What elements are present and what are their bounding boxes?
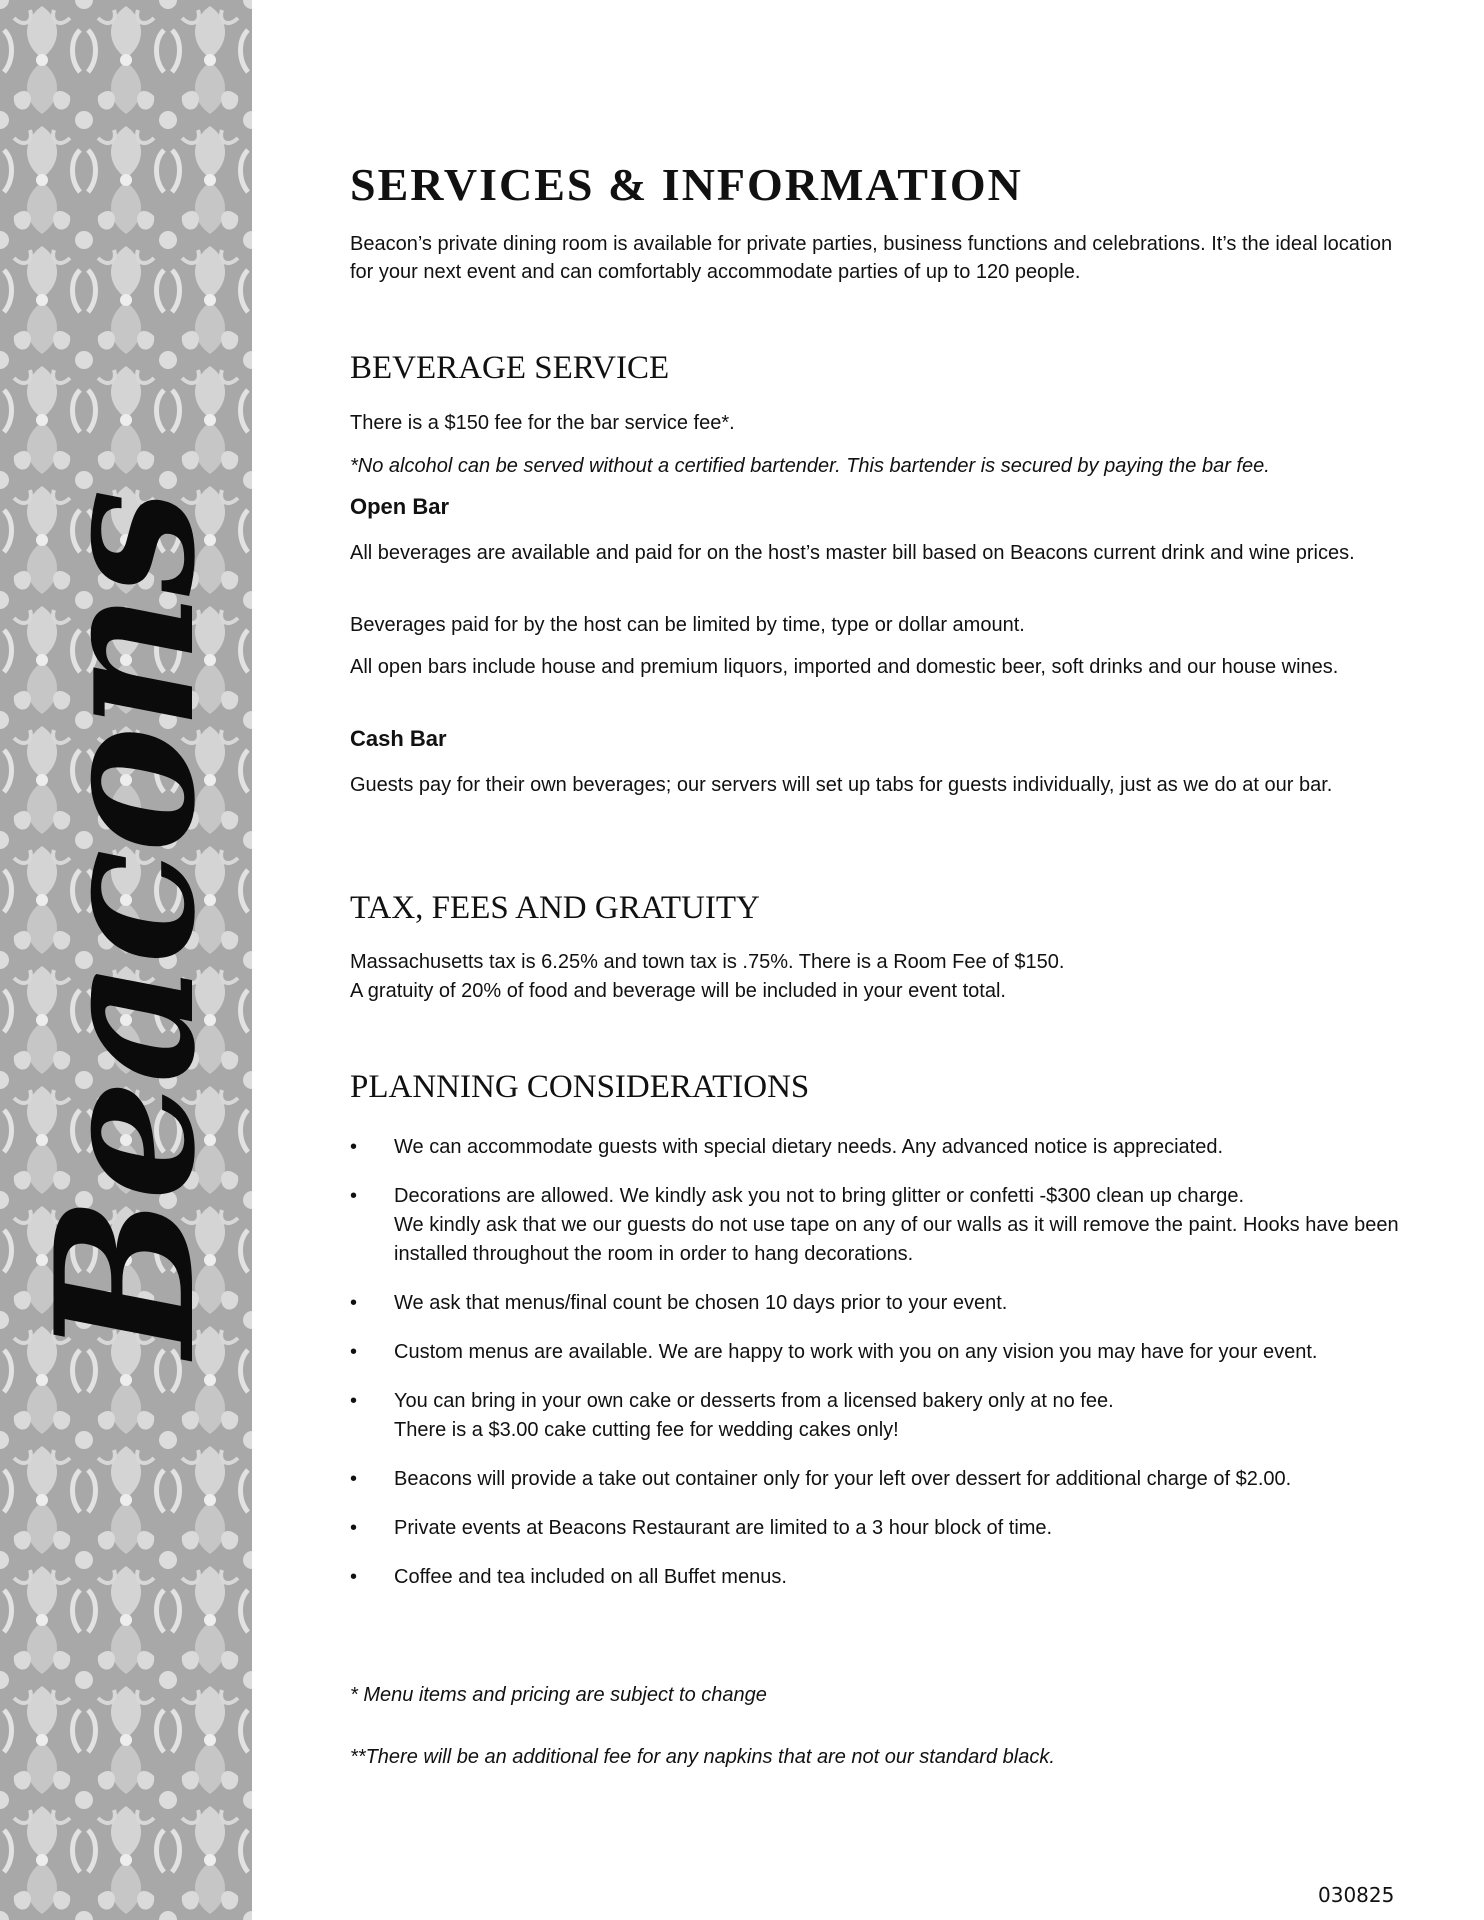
tax-text-1: Massachusetts tax is 6.25% and town tax is .75%. There is a Room Fee of $150.: [350, 951, 1065, 973]
logo: [0, 0, 252, 1920]
bullet-icon: •: [350, 1390, 358, 1412]
open-bar-text-1: All beverages are available and paid for on the host’s master bill based on Beacons current drink and wine prices.: [350, 542, 1355, 564]
list-item: • We can accommodate guests with special dietary needs. Any advanced notice is appreciated.: [350, 1133, 1400, 1162]
napkin-note: **There will be an additional fee for any napkins that are not our standard black.: [350, 1746, 1055, 1768]
menu-pricing-note: * Menu items and pricing are subject to change: [350, 1684, 767, 1706]
decorative-banner: [0, 0, 252, 1920]
list-item: • Coffee and tea included on all Buffet menus.: [350, 1563, 1400, 1592]
intro-paragraph: Beacon’s private dining room is available for private parties, business functions and celebrations. It’s the ideal location for your next event and can comfortably accommodate parties of up to 120 people.: [350, 233, 1393, 283]
beverage-heading: BEVERAGE SERVICE: [350, 350, 670, 386]
bar-fee-text: There is a $150 fee for the bar service fee*.: [350, 412, 735, 434]
bullet-icon: •: [350, 1341, 358, 1363]
open-bar-heading: Open Bar: [350, 494, 450, 519]
planning-list: [350, 1133, 1400, 1612]
planning-heading: PLANNING CONSIDERATIONS: [350, 1069, 810, 1105]
cash-bar-heading: Cash Bar: [350, 726, 447, 751]
open-bar-text-2: Beverages paid for by the host can be limited by time, type or dollar amount.: [350, 614, 1025, 636]
bullet-icon: •: [350, 1185, 358, 1207]
bartender-note: *No alcohol can be served without a certified bartender. This bartender is secured by paying the bar fee.: [350, 455, 1270, 477]
document-code: 030825: [1318, 1883, 1395, 1907]
list-item: • You can bring in your own cake or desserts from a licensed bakery only at no fee. There is a $3.00 cake cutting fee for wedding cakes only!: [350, 1387, 1400, 1445]
logo-text: Beacons: [14, 492, 237, 1358]
bullet-icon: •: [350, 1292, 358, 1314]
bullet-icon: •: [350, 1136, 358, 1158]
bullet-icon: •: [350, 1517, 358, 1539]
bullet-icon: •: [350, 1468, 358, 1490]
list-item: • Private events at Beacons Restaurant are limited to a 3 hour block of time.: [350, 1514, 1400, 1543]
open-bar-text-3: All open bars include house and premium liquors, imported and domestic beer, soft drinks and our house wines.: [350, 656, 1339, 678]
bullet-icon: •: [350, 1566, 358, 1588]
tax-heading: TAX, FEES AND GRATUITY: [350, 890, 760, 926]
list-item: • Beacons will provide a take out container only for your left over dessert for additional charge of $2.00.: [350, 1465, 1400, 1494]
cash-bar-text: Guests pay for their own beverages; our servers will set up tabs for guests individually, just as we do at our bar.: [350, 774, 1333, 796]
page-title: SERVICES & INFORMATION: [350, 159, 1023, 210]
list-item: • We ask that menus/final count be chosen 10 days prior to your event.: [350, 1289, 1400, 1318]
list-item: • Decorations are allowed. We kindly ask you not to bring glitter or confetti -$300 clean up charge. We kindly ask that we our guests do not use tape on any of our walls as it will remove the paint. Hooks have been installed throughout the room in order to hang decorations.: [350, 1182, 1400, 1269]
list-item: • Custom menus are available. We are happy to work with you on any vision you may have for your event.: [350, 1338, 1400, 1367]
tax-text-2: A gratuity of 20% of food and beverage will be included in your event total.: [350, 980, 1006, 1002]
